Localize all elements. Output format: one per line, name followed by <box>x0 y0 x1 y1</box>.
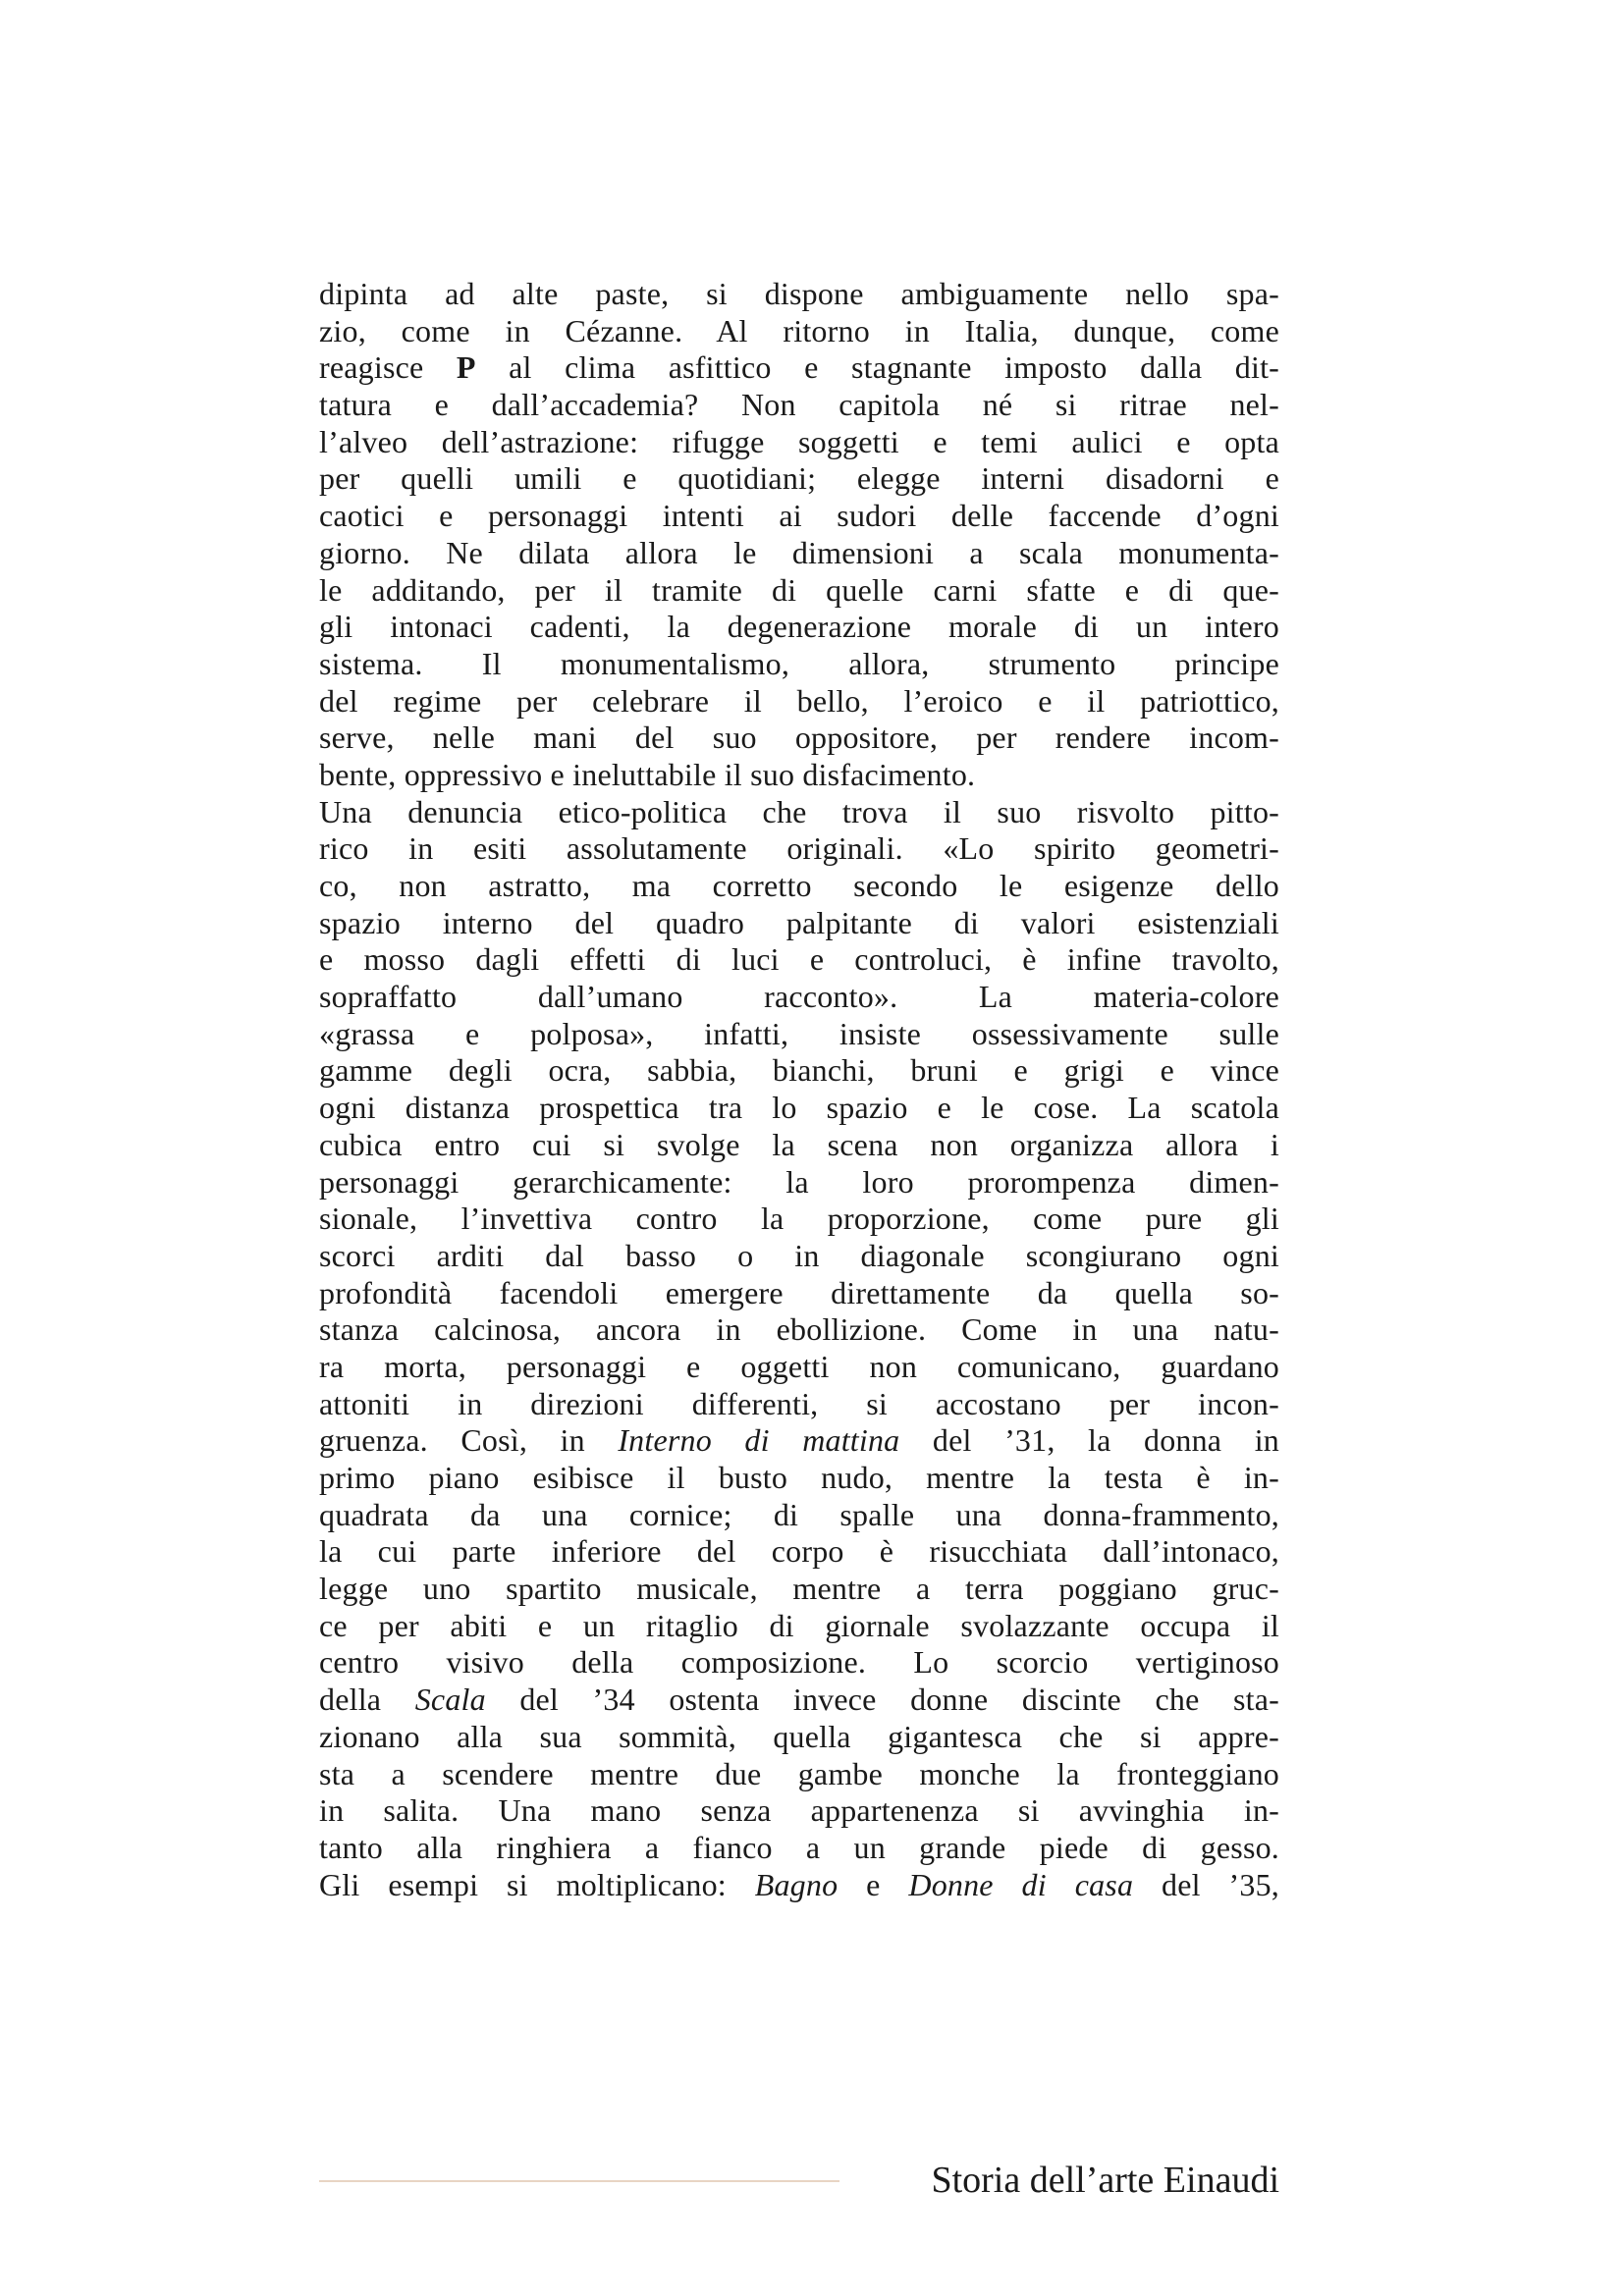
text-line: zionano alla sua sommità, quella gigantesca che si appre- <box>319 1718 1279 1754</box>
text-line: legge uno spartito musicale, mentre a terra poggiano gruc- <box>319 1571 1279 1607</box>
text-line: caotici e personaggi intenti ai sudori delle faccende d’ogni <box>319 498 1279 534</box>
page-footer <box>319 2156 1279 2205</box>
text-line: reagisce P al clima asfittico e stagnante imposto dalla dit- <box>319 349 1280 386</box>
text-line: gamme degli ocra, sabbia, bianchi, bruni e grigi e vince <box>319 1052 1279 1089</box>
text-line: stanza calcinosa, ancora in ebollizione. Come in una natu- <box>319 1311 1279 1348</box>
text-line: la cui parte inferiore del corpo è risucchiata dall’intonaco, <box>319 1533 1279 1570</box>
text-line: Gli esempi si moltiplicano: Bagno e Donne di casa del ’35, <box>319 1866 1280 1902</box>
text-line: sionale, l’invettiva contro la proporzione, come pure gli <box>319 1201 1279 1237</box>
text-line: della Scala del ’34 ostenta invece donne discinte che sta- <box>319 1682 1280 1718</box>
text-line: centro visivo della composizione. Lo scorcio vertiginoso <box>319 1644 1279 1681</box>
text-line: giorno. Ne dilata allora le dimensioni a scala monumenta- <box>319 534 1279 570</box>
text-line: ce per abiti e un ritaglio di giornale svolazzante occupa il <box>319 1607 1279 1643</box>
text-line: cubica entro cui si svolge la scena non organizza allora i <box>319 1126 1279 1162</box>
text-line: ogni distanza prospettica tra lo spazio e le cose. La scatola <box>319 1090 1279 1126</box>
text-line: spazio interno del quadro palpitante di valori esistenziali <box>319 904 1279 940</box>
text-line: dipinta ad alte paste, si dispone ambiguamente nello spa- <box>319 276 1279 311</box>
text-line: serve, nelle mani del suo oppositore, per rendere incom- <box>319 720 1279 756</box>
text-line: tanto alla ringhiera a fianco a un grande piede di gesso. <box>319 1829 1279 1865</box>
text-line: tatura e dall’accademia? Non capitola né si ritrae nel- <box>319 387 1279 423</box>
artwork-title: Interno di mattina <box>618 1422 900 1459</box>
text-line: e mosso dagli effetti di luci e controluci, è infine travolto, <box>319 941 1279 978</box>
text-line: «grassa e polposa», infatti, insiste ossessivamente sulle <box>319 1015 1279 1051</box>
text-line: gruenza. Così, in Interno di mattina del ’31, la donna in <box>319 1422 1279 1459</box>
footer-title: Storia dell’arte Einaudi <box>931 2160 1279 2201</box>
text-line: sistema. Il monumentalismo, allora, strumento principe <box>319 645 1279 681</box>
body-text <box>319 276 1279 1903</box>
text-line: in salita. Una mano senza appartenenza si avvinghia in- <box>319 1792 1279 1829</box>
artwork-title: Bagno <box>754 1866 839 1902</box>
text-line: le additando, per il tramite di quelle carni sfatte e di que- <box>319 571 1279 608</box>
text-line: Una denuncia etico-politica che trova il suo risvolto pitto- <box>319 793 1279 829</box>
text-line: sta a scendere mentre due gambe monche la fronteggiano <box>319 1755 1279 1791</box>
text-line: quadrata da una cornice; di spalle una donna-frammento, <box>319 1496 1279 1532</box>
bold-initial: P <box>456 349 476 386</box>
text-line: personaggi gerarchicamente: la loro prorompenza dimen- <box>319 1163 1279 1200</box>
text-line: bente, oppressivo e ineluttabile il suo disfacimento. <box>319 756 976 792</box>
text-line: l’alveo dell’astrazione: rifugge soggetti e temi aulici e opta <box>319 423 1279 459</box>
text-line: co, non astratto, ma corretto secondo le esigenze dello <box>319 868 1279 903</box>
text-line: gli intonaci cadenti, la degenerazione morale di un intero <box>319 609 1279 645</box>
text-line: ra morta, personaggi e oggetti non comunicano, guardano <box>319 1348 1279 1384</box>
text-line: attoniti in direzioni differenti, si accostano per incon- <box>319 1385 1279 1421</box>
artwork-title: Donne di casa <box>908 1866 1134 1902</box>
text-line: rico in esiti assolutamente originali. «Lo spirito geometri- <box>319 830 1279 867</box>
text-line: profondità facendoli emergere direttamente da quella so- <box>319 1274 1279 1310</box>
text-line: sopraffatto dall’umano racconto». La materia-colore <box>319 979 1279 1015</box>
text-line: scorci arditi dal basso o in diagonale scongiurano ogni <box>319 1237 1279 1273</box>
text-line: zio, come in Cézanne. Al ritorno in Italia, dunque, come <box>319 312 1279 348</box>
artwork-title: Scala <box>414 1682 486 1718</box>
text-line: del regime per celebrare il bello, l’eroico e il patriottico, <box>319 682 1279 719</box>
text-line: per quelli umili e quotidiani; elegge interni disadorni e <box>319 460 1279 497</box>
text-line: primo piano esibisce il busto nudo, mentre la testa è in- <box>319 1460 1279 1495</box>
footer-rule <box>319 2180 839 2182</box>
